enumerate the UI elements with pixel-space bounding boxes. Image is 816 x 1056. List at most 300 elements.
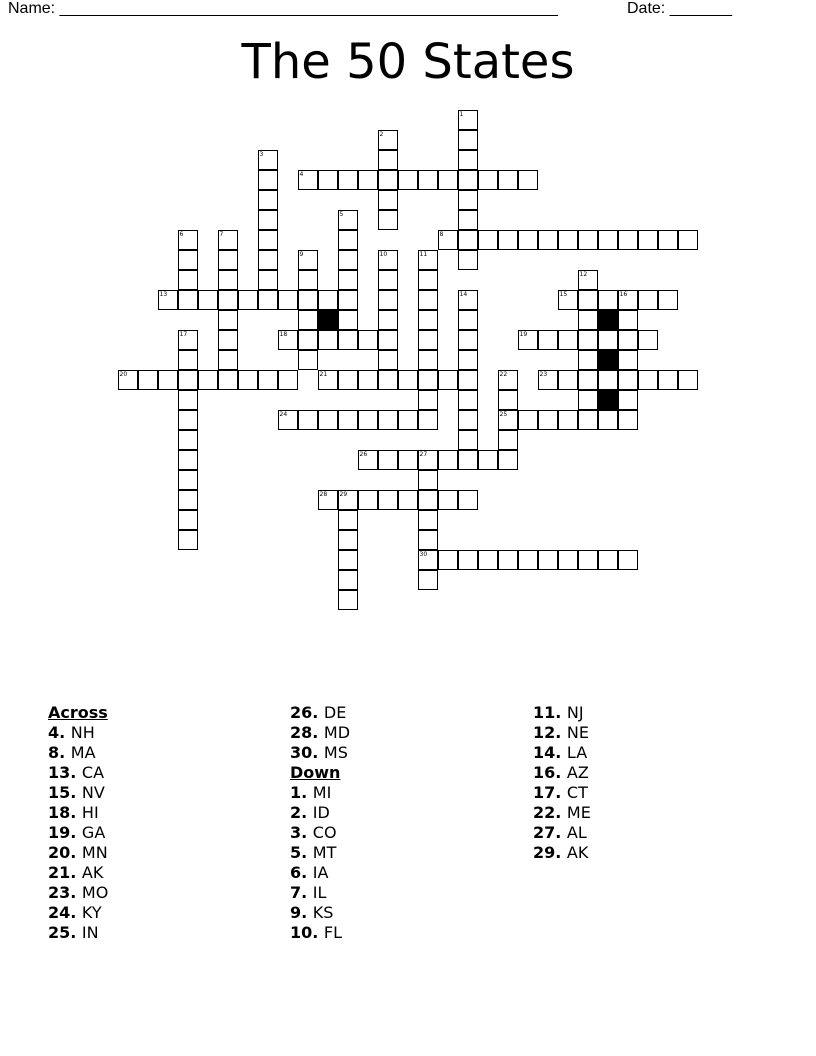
clue-text: MI	[312, 783, 332, 802]
grid-cell[interactable]	[538, 230, 558, 250]
grid-cell[interactable]	[578, 410, 598, 430]
clue-number-label: 18	[279, 330, 288, 338]
grid-cell[interactable]	[578, 290, 598, 310]
clue-number: 8	[48, 743, 60, 762]
grid-cell[interactable]	[478, 230, 498, 250]
clue-number: 28	[290, 723, 313, 742]
grid-cell[interactable]	[578, 310, 598, 330]
clue-across: 23. MO	[48, 883, 109, 902]
grid-cell[interactable]	[658, 370, 678, 390]
grid-cell[interactable]	[598, 330, 618, 350]
black-cell	[598, 350, 618, 370]
grid-cell[interactable]	[538, 330, 558, 350]
grid-cell[interactable]	[378, 250, 398, 270]
clue-number: 22	[533, 803, 556, 822]
grid-cell[interactable]	[458, 330, 478, 350]
grid-cell[interactable]	[178, 330, 198, 350]
grid-cell[interactable]	[438, 230, 458, 250]
clue-number-label: 12	[579, 270, 588, 278]
grid-cell[interactable]	[518, 230, 538, 250]
grid-cell[interactable]	[558, 410, 578, 430]
clue-number: 10	[290, 923, 313, 942]
grid-cell[interactable]	[638, 290, 658, 310]
grid-cell[interactable]	[158, 290, 178, 310]
grid-cell[interactable]	[258, 170, 278, 190]
grid-cell[interactable]	[658, 230, 678, 250]
grid-cell[interactable]	[138, 370, 158, 390]
grid-cell[interactable]	[178, 470, 198, 490]
grid-cell[interactable]	[378, 310, 398, 330]
grid-cell[interactable]	[458, 250, 478, 270]
clue-across: 24. KY	[48, 903, 102, 922]
grid-cell[interactable]	[298, 270, 318, 290]
grid-cell[interactable]	[458, 450, 478, 470]
clue-across: 19. GA	[48, 823, 106, 842]
grid-cell[interactable]	[378, 150, 398, 170]
across-heading: Across	[48, 703, 108, 722]
clue-across: 4. NH	[48, 723, 95, 742]
clue-number-label: 14	[459, 290, 468, 298]
clue-text: NH	[70, 723, 95, 742]
grid-cell[interactable]	[438, 550, 458, 570]
grid-cell[interactable]	[418, 490, 438, 510]
grid-cell[interactable]	[178, 230, 198, 250]
clue-number-label: 11	[419, 250, 428, 258]
grid-cell[interactable]	[418, 510, 438, 530]
clue-across: 20. MN	[48, 843, 108, 862]
clue-number-label: 17	[179, 330, 188, 338]
clue-text: NV	[81, 783, 105, 802]
grid-cell[interactable]	[358, 450, 378, 470]
grid-cell[interactable]	[618, 390, 638, 410]
grid-cell[interactable]	[238, 370, 258, 390]
grid-cell[interactable]	[418, 250, 438, 270]
grid-cell[interactable]	[678, 230, 698, 250]
grid-cell[interactable]	[638, 330, 658, 350]
grid-cell[interactable]	[578, 390, 598, 410]
grid-cell[interactable]	[178, 490, 198, 510]
grid-cell[interactable]	[458, 430, 478, 450]
clue-number: 26	[290, 703, 313, 722]
grid-cell[interactable]	[178, 510, 198, 530]
grid-cell[interactable]	[418, 450, 438, 470]
grid-cell[interactable]	[418, 330, 438, 350]
clue-number-label: 22	[499, 370, 508, 378]
grid-cell[interactable]	[458, 130, 478, 150]
grid-cell[interactable]	[378, 170, 398, 190]
clue-number: 18	[48, 803, 71, 822]
clue-number: 13	[48, 763, 71, 782]
grid-cell[interactable]	[458, 350, 478, 370]
grid-cell[interactable]	[458, 150, 478, 170]
grid-cell[interactable]	[278, 410, 298, 430]
grid-cell[interactable]	[338, 490, 358, 510]
clue-number: 3	[290, 823, 302, 842]
clue-number-label: 13	[159, 290, 168, 298]
grid-cell[interactable]	[178, 270, 198, 290]
grid-cell[interactable]	[258, 150, 278, 170]
clue-down: 5. MT	[290, 843, 337, 862]
grid-cell[interactable]	[418, 390, 438, 410]
grid-cell[interactable]	[258, 230, 278, 250]
clue-number: 24	[48, 903, 71, 922]
grid-cell[interactable]	[578, 370, 598, 390]
clue-down: 22. ME	[533, 803, 591, 822]
grid-cell[interactable]	[298, 350, 318, 370]
grid-cell[interactable]	[338, 250, 358, 270]
grid-cell[interactable]	[458, 170, 478, 190]
clue-number: 6	[290, 863, 302, 882]
grid-cell[interactable]	[178, 430, 198, 450]
grid-cell[interactable]	[158, 370, 178, 390]
clue-number-label: 23	[539, 370, 548, 378]
grid-cell[interactable]	[458, 370, 478, 390]
grid-cell[interactable]	[678, 370, 698, 390]
grid-cell[interactable]	[498, 370, 518, 390]
black-cell	[598, 390, 618, 410]
grid-cell[interactable]	[578, 270, 598, 290]
grid-cell[interactable]	[338, 210, 358, 230]
clue-down: 11. NJ	[533, 703, 584, 722]
grid-cell[interactable]	[178, 370, 198, 390]
clue-text: ID	[312, 803, 330, 822]
clue-number-label: 21	[319, 370, 328, 378]
grid-cell[interactable]	[518, 410, 538, 430]
grid-cell[interactable]	[638, 230, 658, 250]
grid-cell[interactable]	[438, 370, 458, 390]
grid-cell[interactable]	[618, 290, 638, 310]
grid-cell[interactable]	[498, 390, 518, 410]
grid-cell[interactable]	[498, 170, 518, 190]
clue-text: MS	[323, 743, 348, 762]
clue-number: 25	[48, 923, 71, 942]
clue-text: MN	[81, 843, 108, 862]
grid-cell[interactable]	[338, 570, 358, 590]
grid-cell[interactable]	[318, 490, 338, 510]
clue-number-label: 6	[179, 230, 184, 238]
grid-cell[interactable]	[578, 330, 598, 350]
grid-cell[interactable]	[478, 170, 498, 190]
grid-cell[interactable]	[558, 290, 578, 310]
grid-cell[interactable]	[358, 410, 378, 430]
grid-cell[interactable]	[418, 290, 438, 310]
grid-cell[interactable]	[538, 410, 558, 430]
clue-text: AZ	[566, 763, 589, 782]
clue-down: 10. FL	[290, 923, 343, 942]
grid-cell[interactable]	[458, 290, 478, 310]
grid-cell[interactable]	[498, 450, 518, 470]
clue-text: LA	[566, 743, 588, 762]
black-cell	[318, 310, 338, 330]
grid-cell[interactable]	[278, 330, 298, 350]
grid-cell[interactable]	[658, 290, 678, 310]
clue-across: 21. AK	[48, 863, 104, 882]
grid-cell[interactable]	[338, 270, 358, 290]
clue-across: 18. HI	[48, 803, 99, 822]
clue-across: 13. CA	[48, 763, 105, 782]
grid-cell[interactable]	[378, 350, 398, 370]
grid-cell[interactable]	[398, 450, 418, 470]
grid-cell[interactable]	[578, 550, 598, 570]
grid-cell[interactable]	[378, 270, 398, 290]
grid-cell[interactable]	[298, 290, 318, 310]
clue-number-label: 19	[519, 330, 528, 338]
grid-cell[interactable]	[198, 370, 218, 390]
clue-text: CA	[81, 763, 105, 782]
grid-cell[interactable]	[498, 430, 518, 450]
grid-cell[interactable]	[178, 450, 198, 470]
grid-cell[interactable]	[418, 410, 438, 430]
grid-cell[interactable]	[218, 230, 238, 250]
grid-cell[interactable]	[618, 310, 638, 330]
grid-cell[interactable]	[258, 270, 278, 290]
clue-number: 7	[290, 883, 302, 902]
clue-number-label: 24	[279, 410, 288, 418]
grid-cell[interactable]	[258, 290, 278, 310]
clue-number: 21	[48, 863, 71, 882]
grid-cell[interactable]	[438, 450, 458, 470]
grid-cell[interactable]	[238, 290, 258, 310]
clue-down: 1. MI	[290, 783, 332, 802]
grid-cell[interactable]	[318, 170, 338, 190]
clue-number: 30	[290, 743, 313, 762]
grid-cell[interactable]	[598, 290, 618, 310]
grid-cell[interactable]	[218, 350, 238, 370]
clue-number: 14	[533, 743, 556, 762]
grid-cell[interactable]	[398, 490, 418, 510]
grid-cell[interactable]	[558, 230, 578, 250]
grid-cell[interactable]	[458, 390, 478, 410]
grid-cell[interactable]	[438, 490, 458, 510]
grid-cell[interactable]	[558, 330, 578, 350]
grid-cell[interactable]	[378, 370, 398, 390]
grid-cell[interactable]	[418, 270, 438, 290]
grid-cell[interactable]	[338, 170, 358, 190]
grid-cell[interactable]	[338, 310, 358, 330]
grid-cell[interactable]	[618, 550, 638, 570]
grid-cell[interactable]	[418, 310, 438, 330]
grid-cell[interactable]	[478, 550, 498, 570]
grid-cell[interactable]	[598, 550, 618, 570]
clue-number: 11	[533, 703, 556, 722]
clue-text: HI	[81, 803, 99, 822]
grid-cell[interactable]	[218, 270, 238, 290]
grid-cell[interactable]	[218, 330, 238, 350]
grid-cell[interactable]	[218, 370, 238, 390]
clue-number: 4	[48, 723, 60, 742]
grid-cell[interactable]	[438, 170, 458, 190]
grid-cell[interactable]	[458, 110, 478, 130]
grid-cell[interactable]	[498, 230, 518, 250]
clue-number-label: 3	[259, 150, 264, 158]
clue-number-label: 7	[219, 230, 224, 238]
grid-cell[interactable]	[278, 290, 298, 310]
grid-cell[interactable]	[218, 310, 238, 330]
clue-number-label: 26	[359, 450, 368, 458]
clue-text: ME	[566, 803, 591, 822]
grid-cell[interactable]	[558, 370, 578, 390]
grid-cell[interactable]	[518, 550, 538, 570]
date-field-label: Date: _______	[627, 0, 732, 17]
grid-cell[interactable]	[338, 410, 358, 430]
grid-cell[interactable]	[618, 230, 638, 250]
clue-number-label: 10	[379, 250, 388, 258]
clue-down: 14. LA	[533, 743, 588, 762]
grid-cell[interactable]	[298, 310, 318, 330]
clue-text: DE	[323, 703, 347, 722]
grid-cell[interactable]	[178, 290, 198, 310]
grid-cell[interactable]	[298, 250, 318, 270]
grid-cell[interactable]	[418, 350, 438, 370]
clue-text: FL	[323, 923, 343, 942]
clue-number-label: 8	[439, 230, 444, 238]
grid-cell[interactable]	[418, 370, 438, 390]
grid-cell[interactable]	[518, 170, 538, 190]
clue-number: 16	[533, 763, 556, 782]
grid-cell[interactable]	[258, 210, 278, 230]
grid-cell[interactable]	[178, 250, 198, 270]
grid-cell[interactable]	[578, 230, 598, 250]
clue-number-label: 16	[619, 290, 628, 298]
grid-cell[interactable]	[418, 170, 438, 190]
clue-down: 17. CT	[533, 783, 588, 802]
grid-cell[interactable]	[378, 130, 398, 150]
clue-number: 12	[533, 723, 556, 742]
grid-cell[interactable]	[298, 170, 318, 190]
grid-cell[interactable]	[298, 330, 318, 350]
grid-cell[interactable]	[498, 410, 518, 430]
clue-number-label: 9	[299, 250, 304, 258]
grid-cell[interactable]	[178, 410, 198, 430]
grid-cell[interactable]	[458, 190, 478, 210]
grid-cell[interactable]	[338, 370, 358, 390]
clue-number: 1	[290, 783, 302, 802]
page-title: The 50 States	[241, 34, 575, 90]
grid-cell[interactable]	[578, 350, 598, 370]
grid-cell[interactable]	[258, 250, 278, 270]
grid-cell[interactable]	[398, 170, 418, 190]
grid-cell[interactable]	[458, 210, 478, 230]
grid-cell[interactable]	[358, 370, 378, 390]
grid-cell[interactable]	[338, 230, 358, 250]
grid-cell[interactable]	[458, 490, 478, 510]
grid-cell[interactable]	[218, 290, 238, 310]
grid-cell[interactable]	[378, 190, 398, 210]
grid-cell[interactable]	[338, 550, 358, 570]
grid-cell[interactable]	[338, 530, 358, 550]
grid-cell[interactable]	[458, 230, 478, 250]
clue-number: 2	[290, 803, 302, 822]
clue-number: 17	[533, 783, 556, 802]
clue-number: 27	[533, 823, 556, 842]
grid-cell[interactable]	[318, 370, 338, 390]
grid-cell[interactable]	[598, 230, 618, 250]
clue-down: 3. CO	[290, 823, 337, 842]
clue-number-label: 27	[419, 450, 428, 458]
grid-cell[interactable]	[618, 330, 638, 350]
clue-across: 30. MS	[290, 743, 348, 762]
grid-cell[interactable]	[178, 390, 198, 410]
clue-down: 16. AZ	[533, 763, 589, 782]
grid-cell[interactable]	[258, 370, 278, 390]
grid-cell[interactable]	[478, 450, 498, 470]
clue-text: IL	[312, 883, 327, 902]
clue-text: CO	[312, 823, 337, 842]
clue-across: 28. MD	[290, 723, 351, 742]
clue-text: IN	[81, 923, 99, 942]
grid-cell[interactable]	[638, 370, 658, 390]
grid-cell[interactable]	[178, 530, 198, 550]
clue-across: 15. NV	[48, 783, 105, 802]
grid-cell[interactable]	[118, 370, 138, 390]
grid-cell[interactable]	[378, 210, 398, 230]
grid-cell[interactable]	[458, 550, 478, 570]
grid-cell[interactable]	[618, 410, 638, 430]
grid-cell[interactable]	[378, 330, 398, 350]
grid-cell[interactable]	[418, 470, 438, 490]
clue-number: 20	[48, 843, 71, 862]
grid-cell[interactable]	[518, 330, 538, 350]
grid-cell[interactable]	[318, 410, 338, 430]
clue-number-label: 30	[419, 550, 428, 558]
grid-cell[interactable]	[418, 530, 438, 550]
grid-cell[interactable]	[338, 590, 358, 610]
grid-cell[interactable]	[338, 510, 358, 530]
grid-cell[interactable]	[558, 550, 578, 570]
grid-cell[interactable]	[338, 290, 358, 310]
grid-cell[interactable]	[318, 290, 338, 310]
grid-cell[interactable]	[498, 550, 518, 570]
clue-number-label: 28	[319, 490, 328, 498]
clue-number: 15	[48, 783, 71, 802]
grid-cell[interactable]	[358, 170, 378, 190]
grid-cell[interactable]	[198, 290, 218, 310]
grid-cell[interactable]	[318, 330, 338, 350]
clues-column-2	[290, 703, 350, 943]
grid-cell[interactable]	[398, 370, 418, 390]
clue-down: 6. IA	[290, 863, 329, 882]
grid-cell[interactable]	[398, 410, 418, 430]
grid-cell[interactable]	[598, 370, 618, 390]
grid-cell[interactable]	[378, 290, 398, 310]
clue-number-label: 1	[459, 110, 464, 118]
grid-cell[interactable]	[538, 550, 558, 570]
grid-cell[interactable]	[358, 330, 378, 350]
grid-cell[interactable]	[258, 190, 278, 210]
grid-cell[interactable]	[458, 310, 478, 330]
clue-across: 8. MA	[48, 743, 96, 762]
grid-cell[interactable]	[618, 370, 638, 390]
grid-cell[interactable]	[418, 570, 438, 590]
clue-text: KY	[81, 903, 102, 922]
grid-cell[interactable]	[278, 370, 298, 390]
grid-cell[interactable]	[418, 550, 438, 570]
grid-cell[interactable]	[378, 490, 398, 510]
grid-cell[interactable]	[598, 410, 618, 430]
grid-cell[interactable]	[378, 450, 398, 470]
grid-cell[interactable]	[178, 350, 198, 370]
grid-cell[interactable]	[618, 350, 638, 370]
clues-column-1	[48, 703, 108, 943]
grid-cell[interactable]	[458, 410, 478, 430]
grid-cell[interactable]	[538, 370, 558, 390]
grid-cell[interactable]	[378, 410, 398, 430]
grid-cell[interactable]	[218, 250, 238, 270]
clue-text: AK	[566, 843, 589, 862]
grid-cell[interactable]	[298, 410, 318, 430]
grid-cell[interactable]	[338, 330, 358, 350]
grid-cell[interactable]	[358, 490, 378, 510]
